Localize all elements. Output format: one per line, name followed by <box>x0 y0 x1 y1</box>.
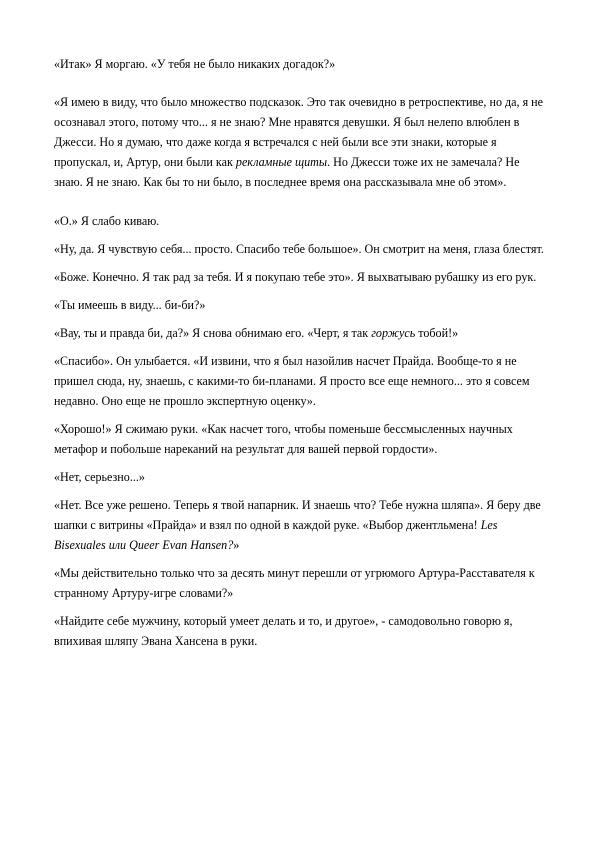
paragraph-2 <box>54 92 548 192</box>
text-segment: «Ну, да. Я чувствую себя... просто. Спасибо тебе большое». Он смотрит на меня, глаза блестят. <box>54 242 544 256</box>
paragraph-4 <box>54 239 548 259</box>
text-segment: «О.» Я слабо киваю. <box>54 214 160 228</box>
paragraph-10 <box>54 467 548 487</box>
text-segment: . Но Джесси тоже их не замечала? Не знаю. Я не знаю. Как бы то ни было, в последнее время она рассказывала мне об этом». <box>54 155 520 189</box>
text-segment: «Боже. Конечно. Я так рад за тебя. И я покупаю тебе это». Я выхватываю рубашку из его рук. <box>54 270 537 284</box>
text-segment-italic: горжусь <box>371 326 416 340</box>
text-segment: «Нет, серьезно...» <box>54 470 145 484</box>
text-segment: «Мы действительно только что за десять минут перешли от угрюмого Артура-Расставателя к странному Артуру-игре словами?» <box>54 566 535 600</box>
text-segment: «Я имею в виду, что было множество подсказок. Это так очевидно в ретроспективе, но да, я не осознавал этого, потому что... я не знаю? Мне нравятся девушки. Я был нелепо влюблен в Джесси. Но я думаю, что даже когда я встречался с ней были все эти знаки, которые я пропускал, и, Артур, они были как <box>54 95 544 169</box>
paragraph-6 <box>54 295 548 315</box>
text-segment-italic: рекламные щиты <box>235 155 328 169</box>
paragraph-3 <box>54 211 548 231</box>
text-segment-italic: Les Bisexuales или Queer Evan Hansen? <box>54 518 498 552</box>
text-segment: » <box>233 538 240 552</box>
text-segment: «Итак» Я моргаю. «У тебя не было никаких догадок?» <box>54 57 336 71</box>
paragraph-9 <box>54 419 548 459</box>
paragraph-13 <box>54 611 548 651</box>
text-segment: «Ты имеешь в виду... би-би?» <box>54 298 206 312</box>
text-segment: «Спасибо». Он улыбается. «И извини, что я был назойлив насчет Прайда. Вообще-то я не пришел сюда, ну, знаешь, с какими-то би-планами. Я просто все еще немного... это я совсем недавно. Оно еще не прошло экспертную оценку». <box>54 354 530 408</box>
paragraph-7 <box>54 323 548 343</box>
text-segment: «Вау, ты и правда би, да?» Я снова обнимаю его. «Черт, я так <box>54 326 372 340</box>
paragraph-1 <box>54 54 548 74</box>
paragraph-12 <box>54 563 548 603</box>
text-segment: тобой!» <box>415 326 459 340</box>
paragraph-5 <box>54 267 548 287</box>
text-segment: «Найдите себе мужчину, который умеет делать и то, и другое», - самодовольно говорю я, впихивая шляпу Эвана Хансена в руки. <box>54 614 513 648</box>
paragraph-11 <box>54 495 548 555</box>
paragraph-8 <box>54 351 548 411</box>
text-segment: «Нет. Все уже решено. Теперь я твой напарник. И знаешь что? Тебе нужна шляпа». Я беру две шапки с витрины «Прайда» и взял по одной в каждой руке. «Выбор джентльмена! <box>54 498 541 532</box>
text-segment: «Хорошо!» Я сжимаю руки. «Как насчет того, чтобы поменьше бессмысленных научных метафор и побольше нареканий на результат для вашей первой гордости». <box>54 422 513 456</box>
